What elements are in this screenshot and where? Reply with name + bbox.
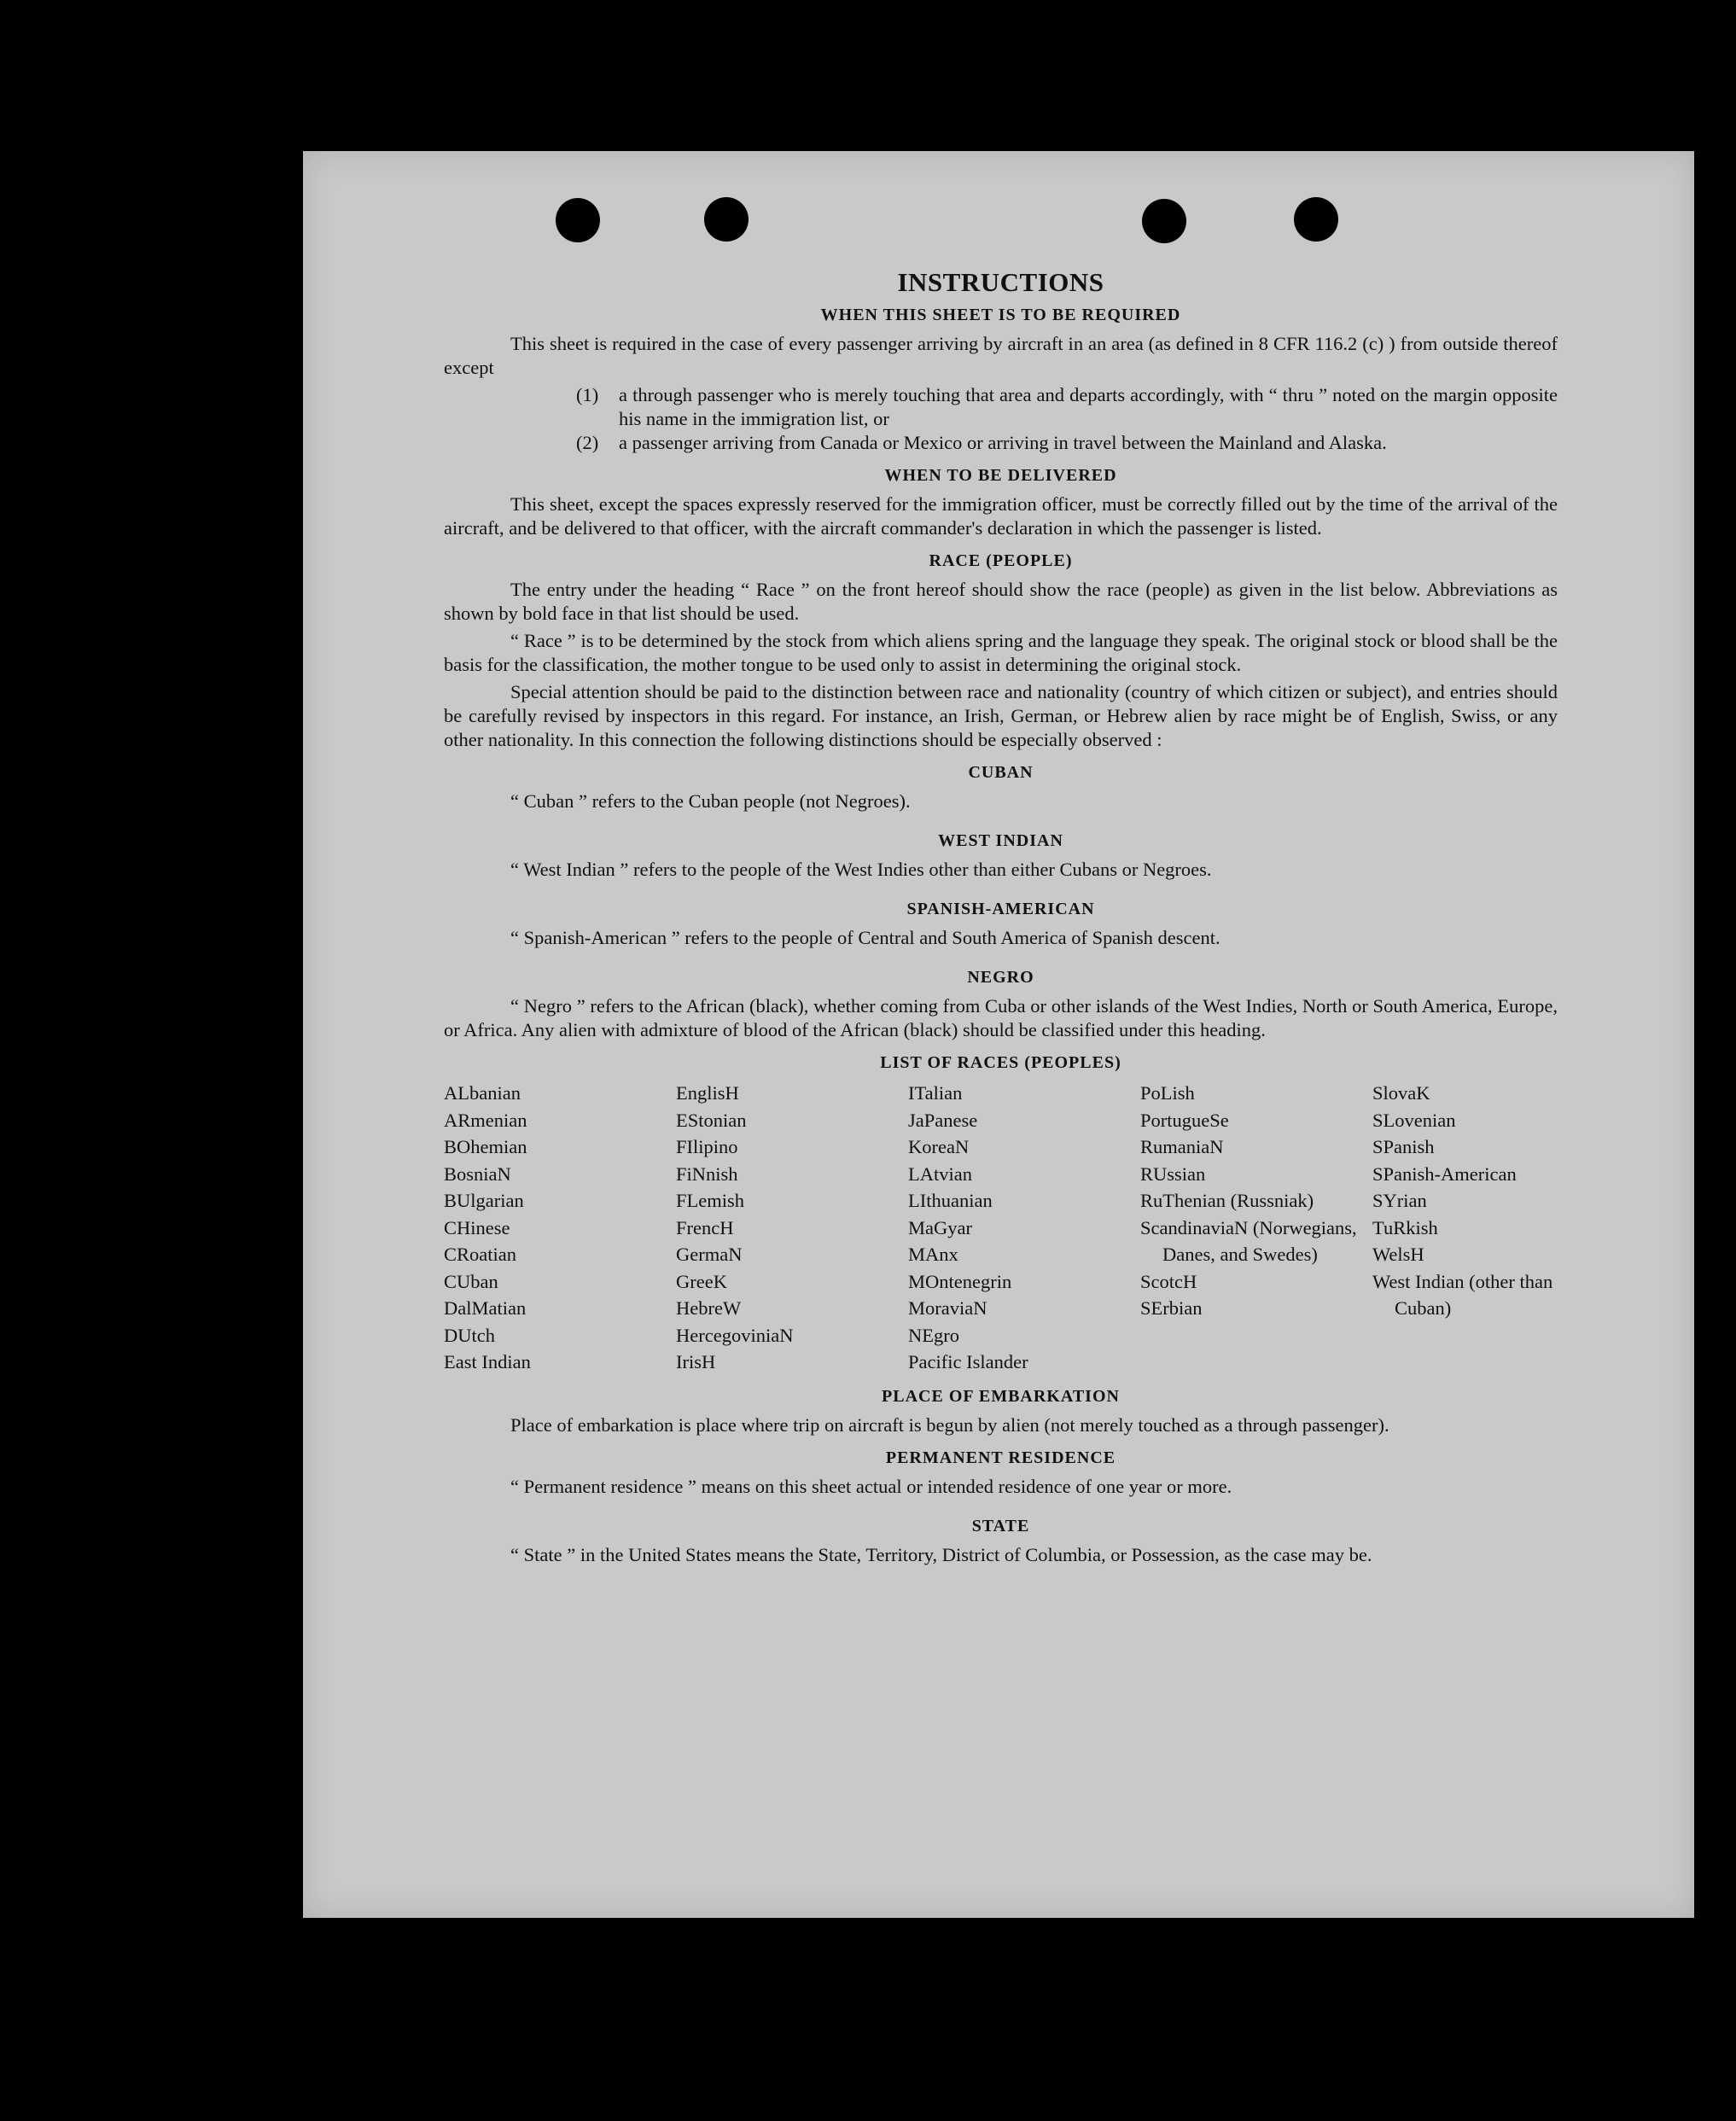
race-entry: CUban xyxy=(444,1270,498,1292)
race-entry: CRoatian xyxy=(444,1244,516,1265)
race-entry: MAnx xyxy=(908,1244,958,1265)
spanish-american-text: “ Spanish-American ” refers to the people of Central and South America of Spanish descent. xyxy=(510,927,1220,948)
exception-number: (2) xyxy=(576,432,599,453)
exception-item xyxy=(576,383,1558,431)
race-column xyxy=(908,1080,1140,1376)
race-entry: PoLish xyxy=(1140,1082,1195,1104)
heading-list-of-races: LIST OF RACES (PEOPLES) xyxy=(880,1053,1121,1072)
race-entry: MaGyar xyxy=(908,1216,972,1238)
race-entry: LAtvian xyxy=(908,1162,972,1185)
race-entry: IrisH xyxy=(676,1351,716,1372)
exception-item xyxy=(576,431,1558,455)
race-entry: NEgro xyxy=(908,1324,959,1346)
heading-negro: NEGRO xyxy=(967,968,1034,987)
race-entry: FiNnish xyxy=(676,1162,738,1185)
cuban-text: “ Cuban ” refers to the Cuban people (not Negroes). xyxy=(510,790,911,812)
heading-residence: PERMANENT RESIDENCE xyxy=(885,1448,1116,1467)
exception-text: a passenger arriving from Canada or Mexico or arriving in travel between the Mainland and Alaska. xyxy=(619,432,1387,453)
punch-hole xyxy=(1294,197,1338,242)
race-paragraph-3: Special attention should be paid to the distinction between race and nationality (country of which citizen or subject), and entries should be carefully revised by inspectors in this regard. For instance, an Irish, German, or Hebrew alien by race might be of English, Swiss, or any other nationality. In this connection the following distinctions should be especially observed : xyxy=(444,681,1558,750)
race-entry: MOntenegrin xyxy=(908,1270,1012,1292)
race-entry: RUssian xyxy=(1140,1162,1206,1185)
heading-spanish-american: SPANISH-AMERICAN xyxy=(906,900,1095,918)
race-entry: TuRkish xyxy=(1372,1216,1438,1238)
state-text: “ State ” in the United States means the State, Territory, District of Columbia, or Possession, as the case may be. xyxy=(510,1543,1372,1565)
race-entry: WelsH xyxy=(1372,1244,1424,1265)
race-entry: FLemish xyxy=(676,1190,745,1211)
heading-required: WHEN THIS SHEET IS TO BE REQUIRED xyxy=(820,306,1181,324)
negro-text: “ Negro ” refers to the African (black), whether coming from Cuba or other islands of the West Indies, North or South America, Europe, or Africa. Any alien with admixture of blood of the African (black) should be classified under this heading. xyxy=(444,995,1558,1040)
race-entry: CHinese xyxy=(444,1216,510,1238)
race-entry: MoraviaN xyxy=(908,1297,987,1319)
race-entry: ScotcH xyxy=(1140,1270,1197,1292)
race-entry: EStonian xyxy=(676,1109,747,1131)
instructions-content xyxy=(444,267,1558,1570)
race-entry: BUlgarian xyxy=(444,1190,524,1211)
race-entry: EnglisH xyxy=(676,1082,739,1104)
west-indian-text: “ West Indian ” refers to the people of the West Indies other than either Cubans or Negroes. xyxy=(510,859,1212,880)
race-entry: BosniaN xyxy=(444,1162,511,1185)
heading-delivered: WHEN TO BE DELIVERED xyxy=(884,466,1117,485)
race-entry: LIthuanian xyxy=(908,1190,993,1211)
race-entry: ScandinaviaN (Norwegians, Danes, and Swedes) xyxy=(1140,1216,1357,1265)
heading-west-indian: WEST INDIAN xyxy=(938,831,1063,850)
race-paragraph-2: “ Race ” is to be determined by the stock from which aliens spring and the language they speak. The original stock or blood shall be the basis for the classification, the mother tongue to be used only to assist in determining the original stock. xyxy=(444,630,1558,675)
embarkation-text: Place of embarkation is place where trip on aircraft is begun by alien (not merely touched as a through passenger). xyxy=(510,1413,1389,1436)
race-entry: FIlipino xyxy=(676,1136,738,1157)
race-entry: East Indian xyxy=(444,1351,531,1372)
race-entry: SLovenian xyxy=(1372,1109,1456,1131)
race-column xyxy=(444,1080,676,1376)
race-entry: GreeK xyxy=(676,1270,727,1292)
race-entry: KoreaN xyxy=(908,1136,970,1157)
exception-text: a through passenger who is merely touching that area and departs accordingly, with “ thru ” noted on the margin opposite his name in the immigration list, or xyxy=(619,384,1558,429)
race-entry: DalMatian xyxy=(444,1297,527,1319)
heading-state: STATE xyxy=(971,1516,1030,1535)
race-entry: ITalian xyxy=(908,1082,963,1104)
race-entry: ARmenian xyxy=(444,1109,527,1131)
race-entry: JaPanese xyxy=(908,1109,978,1131)
delivered-text: This sheet, except the spaces expressly reserved for the immigration officer, must be correctly filled out by the time of the arrival of the aircraft, and be delivered to that officer, with the aircraft commander's declaration in which the passenger is listed. xyxy=(444,493,1558,539)
race-paragraph-1: The entry under the heading “ Race ” on the front hereof should show the race (people) as given in the list below. Abbreviations as shown by bold face in that list should be used. xyxy=(444,579,1558,624)
race-entry: PortugueSe xyxy=(1140,1109,1229,1131)
race-column xyxy=(1140,1080,1372,1376)
race-list xyxy=(444,1080,1558,1376)
page-title: INSTRUCTIONS xyxy=(897,267,1104,297)
heading-race: RACE (PEOPLE) xyxy=(929,551,1073,570)
race-entry: GermaN xyxy=(676,1244,743,1265)
exception-number: (1) xyxy=(576,384,599,405)
race-entry: ALbanian xyxy=(444,1082,521,1104)
race-entry: HebreW xyxy=(676,1297,742,1319)
race-entry: SlovaK xyxy=(1372,1082,1430,1104)
punch-hole xyxy=(1142,199,1186,243)
race-entry: SPanish xyxy=(1372,1136,1435,1157)
race-entry: SPanish-American xyxy=(1372,1162,1517,1185)
heading-embarkation: PLACE OF EMBARKATION xyxy=(882,1386,1120,1406)
residence-text: “ Permanent residence ” means on this sheet actual or intended residence of one year or more. xyxy=(510,1475,1232,1497)
race-entry: SYrian xyxy=(1372,1190,1427,1211)
race-entry: RuThenian (Russniak) xyxy=(1140,1190,1314,1211)
race-entry: Pacific Islander xyxy=(908,1351,1028,1372)
race-column xyxy=(1372,1080,1558,1376)
document-page xyxy=(303,151,1694,1918)
race-entry: DUtch xyxy=(444,1324,495,1346)
race-entry: SErbian xyxy=(1140,1297,1203,1319)
exception-list xyxy=(576,383,1558,455)
race-entry: HercegoviniaN xyxy=(676,1324,794,1346)
race-column xyxy=(676,1080,908,1376)
race-entry: RumaniaN xyxy=(1140,1136,1224,1157)
race-entry: BOhemian xyxy=(444,1136,527,1157)
race-entry: FrencH xyxy=(676,1216,734,1238)
heading-cuban: CUBAN xyxy=(968,763,1034,782)
required-intro: This sheet is required in the case of every passenger arriving by aircraft in an area (as defined in 8 CFR 116.2 (c) ) from outside thereof except xyxy=(444,333,1558,378)
punch-hole xyxy=(704,197,749,242)
race-entry: West Indian (other than Cuban) xyxy=(1372,1270,1553,1319)
punch-hole xyxy=(556,198,600,242)
